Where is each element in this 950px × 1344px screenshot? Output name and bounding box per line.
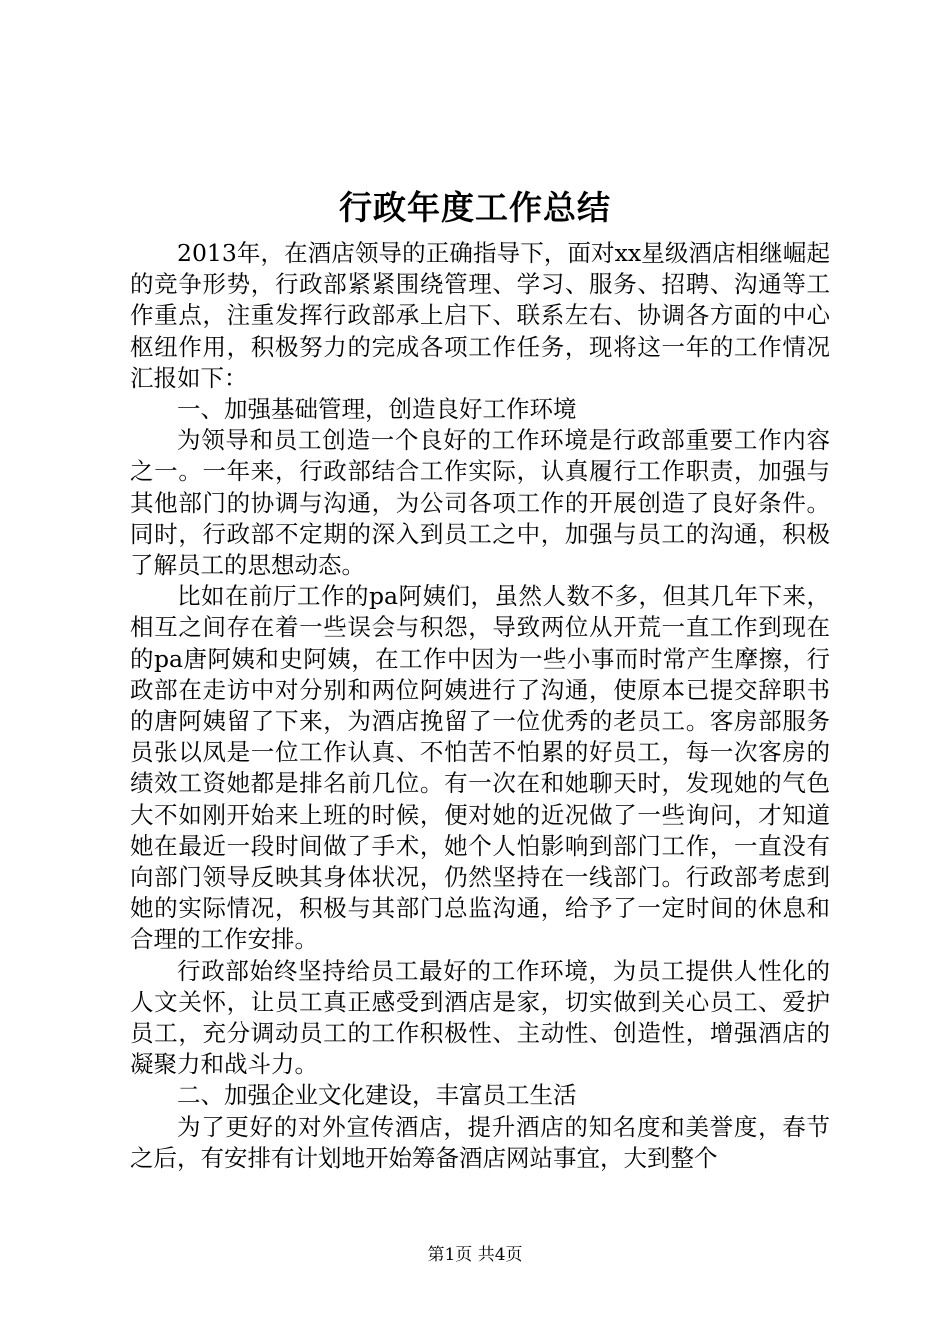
paragraph-work-environment: 为领导和员工创造一个良好的工作环境是行政部重要工作内容之一。一年来，行政部结合工作实际，认真履行工作职责，加强与其他部门的协调与沟通，为公司各项工作的开展创造了良好条件。同时，行政部不定期的深入到员工之中，加强与员工的沟通，积极了解员工的思想动态。: [130, 426, 830, 580]
section-heading-1: 一、加强基础管理，创造良好工作环境: [177, 395, 577, 424]
paragraph-care: 行政部始终坚持给员工最好的工作环境，为员工提供人性化的人文关怀，让员工真正感受到酒店是家，切实做到关心员工、爱护员工，充分调动员工的工作积极性、主动性、创造性，增强酒店的凝聚力和战斗力。: [130, 956, 830, 1079]
document-body: [130, 238, 830, 1174]
paragraph-examples: 比如在前厅工作的pa阿姨们，虽然人数不多，但其几年下来，相互之间存在着一些误会与积怨，导致两位从开荒一直工作到现在的pa唐阿姨和史阿姨，在工作中因为一些小事而时常产生摩擦，行政部在走访中对分别和两位阿姨进行了沟通，使原本已提交辞职书的唐阿姨留了下来，为酒店挽留了一位优秀的老员工。客房部服务员张以凤是一位工作认真、不怕苦不怕累的好员工，每一次客房的绩效工资她都是排名前几位。有一次在和她聊天时，发现她的气色大不如刚开始来上班的时候，便对她的近况做了一些询问，才知道她在最近一段时间做了手术，她个人怕影响到部门工作，一直没有向部门领导反映其身体状况，仍然坚持在一线部门。行政部考虑到她的实际情况，积极与其部门总监沟通，给予了一定时间的休息和合理的工作安排。: [130, 582, 830, 954]
paragraph-culture: 为了更好的对外宣传酒店，提升酒店的知名度和美誉度，春节之后，有安排有计划地开始筹备酒店网站事宜，大到整个: [130, 1112, 830, 1172]
paragraph-intro: 2013年，在酒店领导的正确指导下，面对xx星级酒店相继崛起的竞争形势，行政部紧紧围绕管理、学习、服务、招聘、沟通等工作重点，注重发挥行政部承上启下、联系左右、协调各方面的中心枢纽作用，积极努力的完成各项工作任务，现将这一年的工作情况汇报如下：: [130, 239, 830, 392]
document-title: 行政年度工作总结: [339, 188, 611, 227]
page-footer: 第1页 共4页: [427, 1245, 523, 1265]
section-heading-2: 二、加强企业文化建设，丰富员工生活: [177, 1081, 577, 1110]
